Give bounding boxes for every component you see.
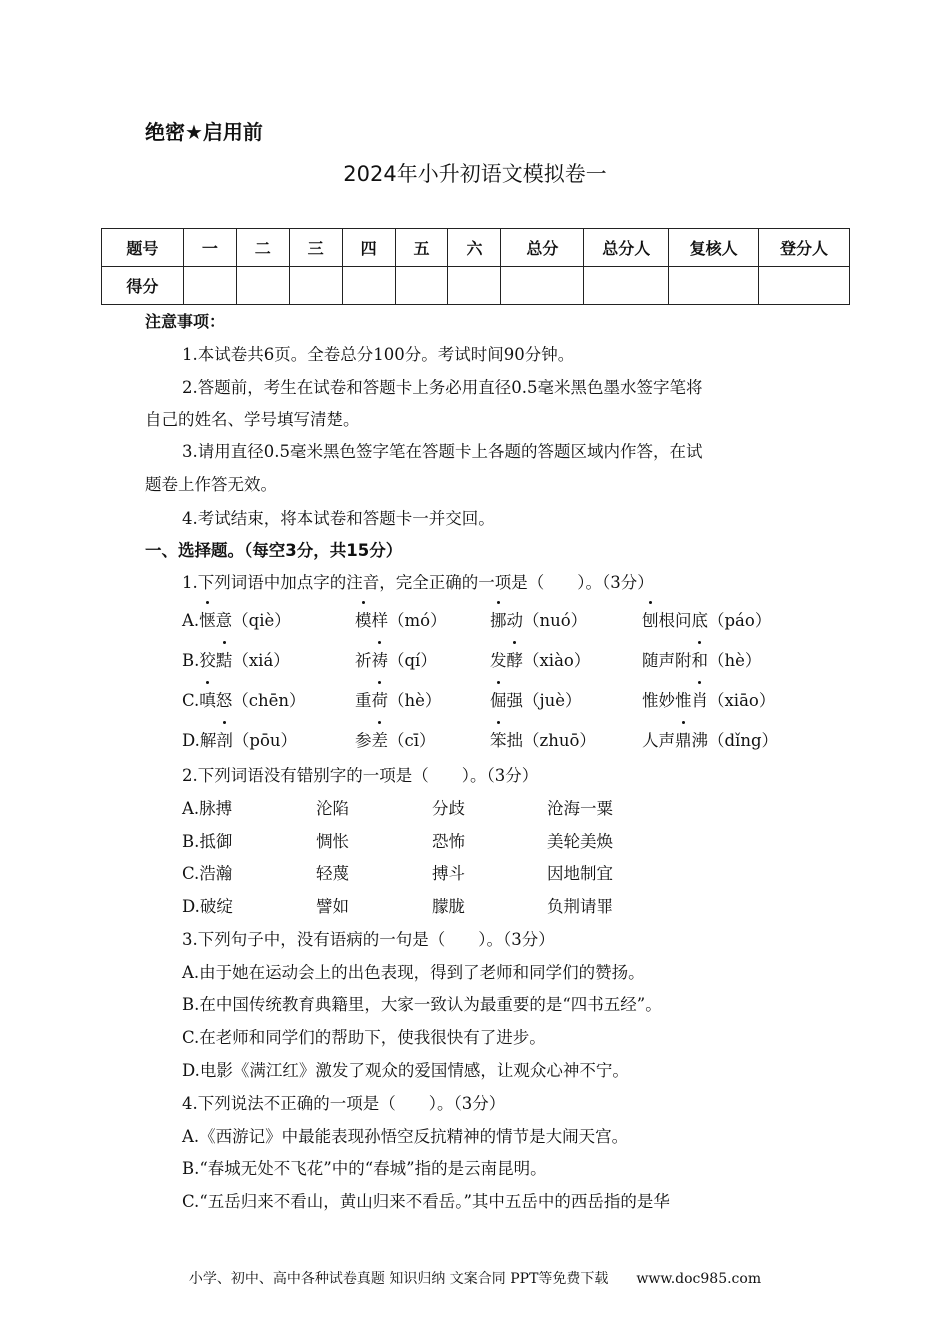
note-line: 题卷上作答无效。 [145,475,277,494]
opt-pre: C. [182,691,200,710]
dotted-char: 模 [355,607,372,631]
q2-option: 恐怖 [432,832,465,851]
q2-option: 轻蔑 [316,864,349,883]
score-cell [183,267,236,305]
note-line: 3.请用直径0.5毫米黑色签字笔在答题卡上各题的答题区域内作答，在试 [182,442,703,461]
opt-pre: 参 [355,731,372,750]
q2-option: 美轮美焕 [547,832,613,851]
score-cell [395,267,448,305]
score-table-score-row [102,267,850,305]
q2-option: 搏斗 [432,864,465,883]
q1-option-a3 [490,607,587,631]
header-cell: 登分人 [759,229,850,267]
q3-stem: 3.下列句子中，没有语病的一句是（ ）。（3分） [182,930,555,949]
note-line: 4.考试结束，将本试卷和答题卡一并交回。 [182,509,495,528]
q1-option-d3 [490,727,596,751]
header-cell: 一 [183,229,236,267]
q1-option-b1 [182,647,290,671]
q2-stem: 2.下列词语没有错别字的一项是（ ）。（3分） [182,766,539,785]
opt-post: 动（nuó） [506,611,588,630]
opt-pre: A. [182,611,200,630]
opt-post: （xiāo） [708,691,776,710]
opt-post: 强（juè） [506,691,582,710]
header-cell: 三 [289,229,342,267]
opt-pre: 惟妙惟 [642,691,692,710]
opt-post: 意（qiè） [215,611,291,630]
q4-option-b: B.“春城无处不飞花”中的“春城”指的是云南昆明。 [182,1159,547,1178]
dotted-char: 祷 [372,647,389,671]
dotted-char: 剖 [216,727,233,751]
score-cell [448,267,501,305]
q1-option-d1 [182,727,297,751]
q2-option: 沦陷 [316,799,349,818]
q1-option-c1 [182,687,306,711]
q3-option-d: D.电影《满江红》激发了观众的爱国情感，让观众心神不宁。 [182,1061,629,1080]
confidential-label: 绝密★启用前 [145,120,263,144]
note-line: 1.本试卷共6页。全卷总分100分。考试时间90分钟。 [182,345,575,364]
opt-pre: 随声附 [642,651,692,670]
q4-option-c: C.“五岳归来不看山，黄山归来不看岳。”其中五岳中的西岳指的是华 [182,1192,670,1211]
q1-option-a4 [642,607,771,631]
q2-option: 因地制宜 [547,864,613,883]
dotted-char: 荷 [372,687,389,711]
score-table [101,228,850,305]
score-row-label: 得分 [102,267,184,305]
q2-option: 沧海一粟 [547,799,613,818]
opt-post: 样（mó） [371,611,447,630]
q1-option-d2 [355,727,436,751]
q1-option-c3 [490,687,582,711]
score-cell [289,267,342,305]
opt-post: 怒（chēn） [215,691,306,710]
q1-option-c2 [355,687,441,711]
q1-option-a2 [355,607,447,631]
opt-post: 根问底（páo） [658,611,772,630]
q3-option-a: A.由于她在运动会上的出色表现，得到了老师和同学们的赞扬。 [182,963,645,982]
note-line: 自己的姓名、学号填写清楚。 [145,410,360,429]
opt-post: 拙（zhuō） [506,731,596,750]
opt-post: （xiào） [523,651,591,670]
opt-pre: B.狡 [182,651,216,670]
opt-post: （qí） [388,651,437,670]
score-cell [236,267,289,305]
header-cell: 四 [342,229,395,267]
footer-text: 小学、初中、高中各种试卷真题 知识归纳 文案合同 PPT等免费下载 www.doc985.com [188,1271,762,1287]
q3-option-c: C.在老师和同学们的帮助下，使我很快有了进步。 [182,1028,546,1047]
dotted-char: 差 [372,727,389,751]
opt-pre: 祈 [355,651,372,670]
score-cell [501,267,584,305]
header-cell: 二 [236,229,289,267]
q4-option-a: A.《西游记》中最能表现孙悟空反抗精神的情节是大闹天宫。 [182,1127,629,1146]
opt-post: （hè） [388,691,442,710]
q2-option: 惆怅 [316,832,349,851]
q2-option: D.破绽 [182,897,233,916]
score-cell [342,267,395,305]
q1-option-b4 [642,647,761,671]
dotted-char: 刨 [642,607,659,631]
dotted-char: 和 [692,647,709,671]
opt-pre: 重 [355,691,372,710]
dotted-char: 笨 [490,727,507,751]
q2-option: 负荆请罪 [547,897,613,916]
q1-option-c4 [642,687,775,711]
score-cell [759,267,850,305]
dotted-char: 嗔 [199,687,216,711]
score-cell [584,267,669,305]
exam-title: 2024年小升初语文模拟卷一 [343,162,607,186]
header-cell: 六 [448,229,501,267]
opt-pre: D.解 [182,731,217,750]
dotted-char: 挪 [490,607,507,631]
q3-option-b: B.在中国传统教育典籍里，大家一致认为最重要的是“四书五经”。 [182,995,662,1014]
opt-post: （hè） [708,651,762,670]
q2-option: B.抵御 [182,832,233,851]
note-line: 2.答题前，考生在试卷和答题卡上务必用直径0.5毫米黑色墨水签字笔将 [182,378,703,397]
opt-pre: 人声 [642,731,675,750]
dotted-char: 惬 [199,607,216,631]
opt-post: （cī） [388,731,436,750]
header-cell: 题号 [102,229,184,267]
header-cell: 复核人 [669,229,759,267]
opt-pre: 发 [490,651,507,670]
dotted-char: 鼎 [675,727,692,751]
q1-stem: 1.下列词语中加点字的注音，完全正确的一项是（ ）。（3分） [182,573,654,592]
q2-option: 分歧 [432,799,465,818]
q2-option: C.浩瀚 [182,864,233,883]
q1-option-a1 [182,607,291,631]
notes-heading: 注意事项： [145,312,226,331]
q4-stem: 4.下列说法不正确的一项是（ ）。（3分） [182,1094,506,1113]
section1-heading: 一、选择题。（每空3分，共15分） [145,541,403,560]
dotted-char: 肖 [692,687,709,711]
score-table-header-row [102,229,850,267]
opt-post: 沸（dǐng） [691,731,779,750]
dotted-char: 黠 [216,647,233,671]
q2-option: A.脉搏 [182,799,233,818]
opt-post: （xiá） [232,651,290,670]
q2-option: 朦胧 [432,897,465,916]
score-cell [669,267,759,305]
header-cell: 总分 [501,229,584,267]
q1-option-d4 [642,727,778,751]
q2-option: 譬如 [316,897,349,916]
q1-option-b3 [490,647,590,671]
header-cell: 五 [395,229,448,267]
opt-post: （pōu） [232,731,298,750]
dotted-char: 倔 [490,687,507,711]
q1-option-b2 [355,647,437,671]
dotted-char: 酵 [507,647,524,671]
header-cell: 总分人 [584,229,669,267]
